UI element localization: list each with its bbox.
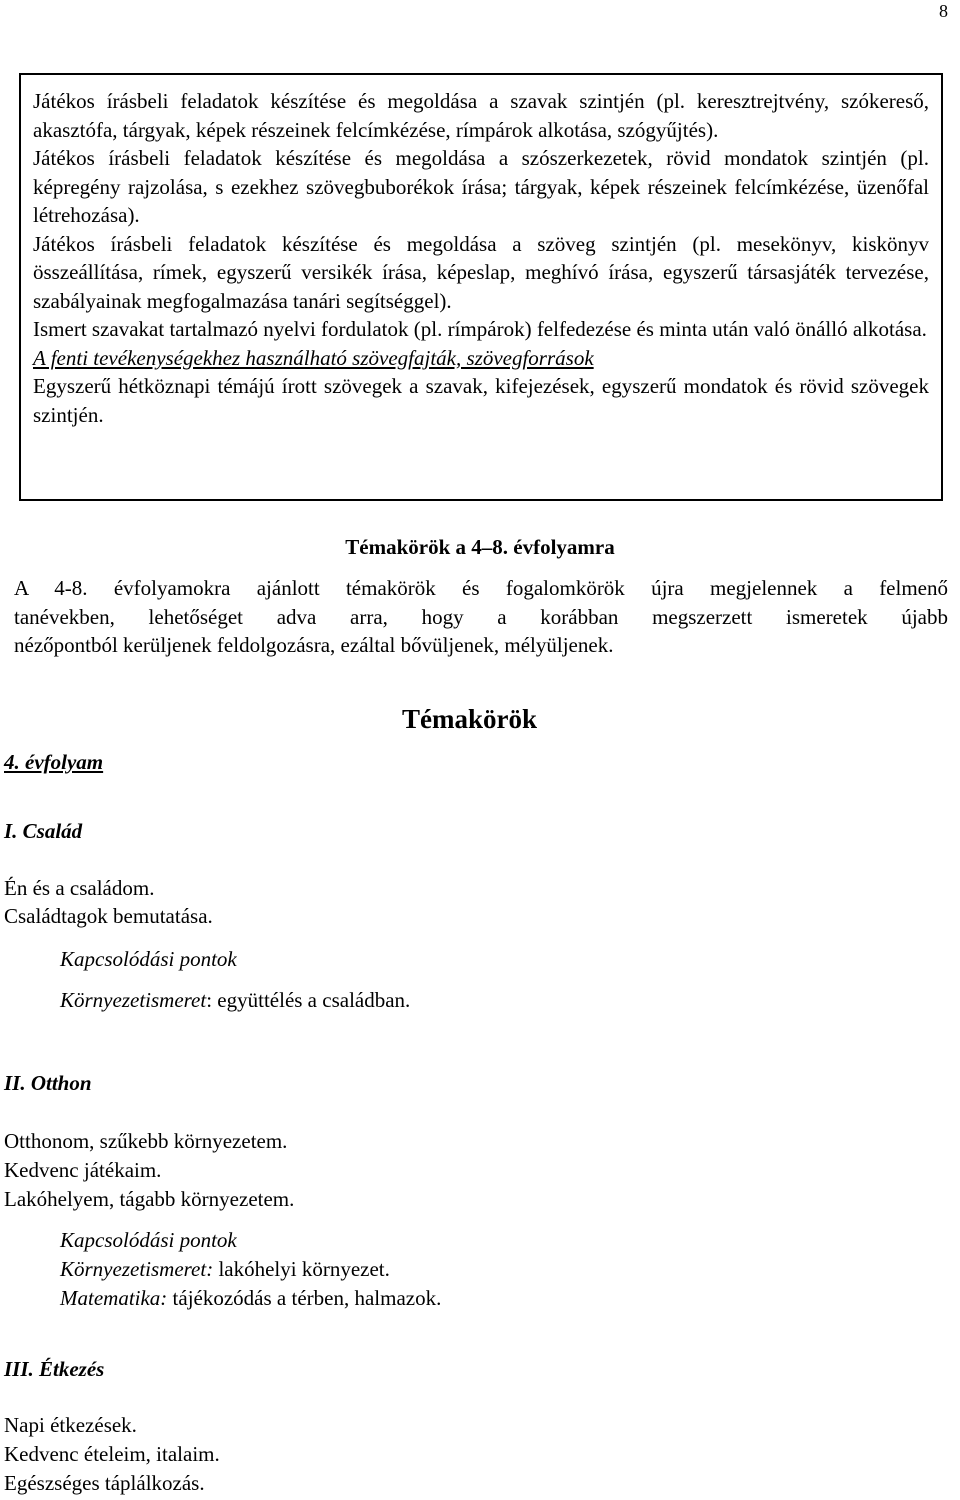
box-paragraph-4: Ismert szavakat tartalmazó nyelvi fordulatok (pl. rímpárok) felfedezése és minta után való önálló alkotása. bbox=[33, 317, 927, 341]
topics-heading: Témakörök bbox=[402, 704, 537, 734]
section-heading-2: II. Otthon bbox=[4, 1071, 92, 1095]
intro-line: tanévekben, lehetőséget adva arra, hogy a korábban megszerzett ismeretek újabb bbox=[14, 604, 948, 629]
intro-line: nézőpontból kerüljenek feldolgozásra, ezáltal bővüljenek, mélyüljenek. bbox=[14, 633, 614, 657]
section-heading-1: I. Család bbox=[4, 819, 83, 843]
topic-item: Én és a családom. bbox=[4, 876, 155, 900]
topic-item: Családtagok bemutatása. bbox=[4, 904, 213, 928]
section-title: Témakörök a 4–8. évfolyamra bbox=[345, 535, 615, 559]
box-paragraph-1: Játékos írásbeli feladatok készítése és megoldása a szavak szintjén (pl. keresztrejtvény, szókereső, akasztófa, tárgyak, képek részeinek felcímkézése, rímpárok alkotása, szógyűjtés). bbox=[33, 89, 929, 142]
topic-item: Otthonom, szűkebb környezetem. bbox=[4, 1129, 288, 1153]
intro-paragraph bbox=[14, 574, 948, 660]
grade-label: 4. évfolyam bbox=[4, 750, 104, 774]
topic-item: Kedvenc játékaim. bbox=[4, 1158, 162, 1182]
activities-box bbox=[19, 73, 943, 501]
connections-label: Kapcsolódási pontok bbox=[60, 1228, 237, 1252]
box-paragraph-2: Játékos írásbeli feladatok készítése és megoldása a szószerkezetek, rövid mondatok szintjén (pl. képregény rajzolása, s ezekhez szövegbuborékok írása; tárgyak, képek részeinek felcímkézése, üzenőfal létrehozása). bbox=[33, 146, 929, 227]
topic-item: Egészséges táplálkozás. bbox=[4, 1471, 205, 1495]
connection-line bbox=[60, 1255, 390, 1284]
box-subheading: A fenti tevékenységekhez használható szövegfajták, szövegforrások bbox=[33, 345, 594, 370]
section-heading-3: III. Étkezés bbox=[4, 1357, 105, 1381]
topic-item: Lakóhelyem, tágabb környezetem. bbox=[4, 1187, 295, 1211]
page-number: 8 bbox=[939, 1, 948, 21]
topic-item: Napi étkezések. bbox=[4, 1413, 137, 1437]
connection-subject: Matematika: bbox=[60, 1286, 168, 1310]
box-paragraph-6: Egyszerű hétköznapi témájú írott szövegek a szavak, kifejezések, egyszerű mondatok és rövid szövegek szintjén. bbox=[33, 374, 929, 427]
connection-line bbox=[60, 986, 410, 1015]
connection-text: tájékozódás a térben, halmazok. bbox=[167, 1286, 442, 1310]
connection-text: együttélés a családban. bbox=[212, 988, 411, 1012]
connection-text: lakóhelyi környezet. bbox=[213, 1257, 390, 1281]
connection-subject: Környezetismeret bbox=[60, 988, 207, 1012]
connections-label: Kapcsolódási pontok bbox=[60, 947, 237, 971]
topic-item: Kedvenc ételeim, italaim. bbox=[4, 1442, 220, 1466]
connection-line bbox=[60, 1284, 441, 1313]
box-paragraph-3: Játékos írásbeli feladatok készítése és megoldása a szöveg szintjén (pl. mesekönyv, kiskönyv összeállítása, rímek, egyszerű versikék írása, képeslap, meghívó írása, egyszerű társasjáték tervezése, szabályainak megfogalmazása tanári segítséggel). bbox=[33, 231, 929, 313]
connection-separator: : bbox=[206, 988, 213, 1012]
intro-line: A 4-8. évfolyamokra ajánlott témakörök és fogalomkörök újra megjelennek a felmenő bbox=[14, 576, 948, 600]
connection-subject: Környezetismeret: bbox=[60, 1257, 214, 1281]
